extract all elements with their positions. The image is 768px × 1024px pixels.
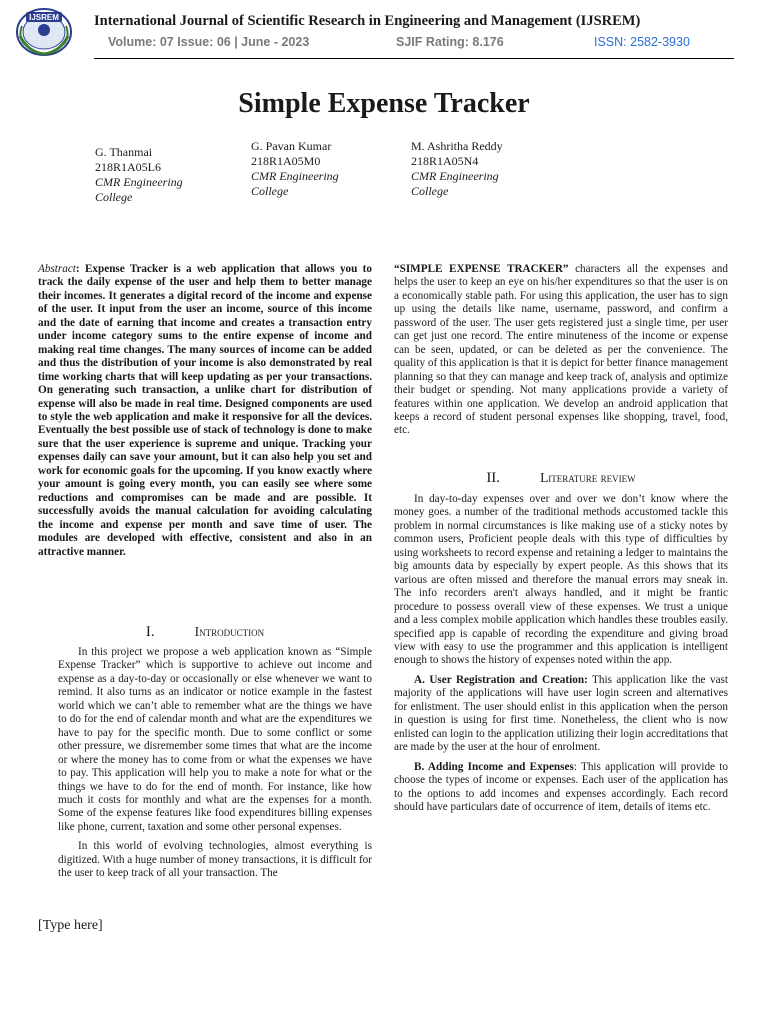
paper-title: Simple Expense Tracker — [238, 88, 530, 119]
paragraph: characters all the expenses and helps the user to keep an eye on his/her expenditures so that the user is on a economically stable path. For using this application, the user has to sign up using the details like name, username, password, and confirm a password of the user. The user gets registered just a single time, per user can get just one record. The entire minuteness of the income or expense can be seen, updated, or can be deleted as per the convenience. The quality of this application is that it is depict for better finance management planning so that they can manage and keep track of, analysis and optimize their budget or spending. Not many applications provide a variety of features within one application. We develop an android application that keeps a record of student personal expenses like shopping, travel, food, etc. — [394, 263, 728, 437]
section-title: Introduction — [194, 624, 265, 639]
author-name: G. Thanmai — [95, 145, 153, 159]
author-id: 218R1A05M0 — [251, 154, 321, 168]
subsection-a — [394, 674, 728, 755]
introduction-continued — [394, 263, 728, 438]
author-affiliation: CMR Engineering College — [411, 169, 499, 198]
literature-review-body — [394, 493, 728, 820]
author-affiliation: CMR Engineering College — [251, 169, 339, 198]
author-name: G. Pavan Kumar — [251, 139, 332, 153]
section-number: II. — [486, 470, 501, 486]
author-name: M. Ashritha Reddy — [411, 139, 503, 153]
header-divider — [94, 58, 734, 59]
section-heading-introduction — [38, 624, 372, 641]
section-title: Literature review — [540, 470, 636, 485]
author-affiliation: CMR Engineering College — [95, 175, 183, 204]
subsection-heading: B. Adding Income and Expenses — [414, 760, 574, 773]
section-heading-literature-review — [394, 470, 728, 487]
volume-issue: Volume: 07 Issue: 06 | June - 2023 — [108, 35, 310, 49]
subsection-text: This application like the vast majority of the applications will have user login screen and alternatives for enlistment. The user should enlist in this application when the person in question is using for first time. Nonetheless, the client who is now enlisted can login to the application utilizing their login accreditations that are made by the user at the hour of enrolment. — [394, 673, 728, 754]
author-id: 218R1A05N4 — [411, 154, 479, 168]
paragraph: In this world of evolving technologies, almost everything is digitized. With a huge number of money transactions, it is difficult for the user to keep track of all your transaction. The — [58, 840, 372, 880]
subsection-text: : This application will provide to choose the types of income or expenses. Each user of the application has to the options to add incomes and expenses accordingly. Each record should have particulars date of occurrence of item, details of items etc. — [394, 760, 728, 813]
introduction-body — [58, 646, 372, 887]
abstract-label: Abstract — [38, 263, 76, 275]
svg-text:IJSREM: IJSREM — [29, 13, 59, 22]
sjif-rating: SJIF Rating: 8.176 — [396, 35, 504, 49]
footer-placeholder: [Type here] — [38, 918, 103, 933]
author-block-1 — [95, 145, 205, 205]
paragraph: In this project we propose a web application known as “Simple Expense Tracker” which is supportive to achieve out income and expense as a day-to-day or occasionally or else whenever we want to remind. It also turns as an indicator or notice example in the fastest world which we can’t able to remember what are the things we have to do for the end of calendar month and what are the expenditures we have to pay for the specific month. Due to some conflict or some other pressure, we disremember some times that what are the income or where the money has to come from or what the expenses we have to pay. This application will help you to make a note for what or the things we have to do for the end of month. For instance, like how much it costs for monthly and what are the expenses for a month. Some of the expense features like food expenditures billing expenses like phone, current, taxation and some other personal expenses. — [58, 646, 372, 833]
subsection-heading: A. User Registration and Creation: — [414, 673, 588, 686]
paragraph: In day-to-day expenses over and over we don’t know where the money goes. a number of the traditional methods accustomed tackle this problem in normal circumstances is like making use of a sticky notes by common users, Proficient people deals with this type of difficulties by using worksheets to record expense and retaining a ledger to maintains the big amounts data by especially by expert people. As this shows that its various are often missed and therefore the manual errors may sneak in. The info recorders aren't always handled, and it might be frantic procedure to possess overall view of these expenses. We trust a unique and a less complex mobile application which handles these troubles easily. specified app is capable of recording the expenditure and giving broad view with easy to use the programmer and this application is intelligent enough to shows the history of expenses noted within the app. — [394, 493, 728, 667]
subsection-b — [394, 761, 728, 815]
journal-title: International Journal of Scientific Research in Engineering and Management (IJSREM) — [94, 13, 641, 29]
app-name-lead: “SIMPLE EXPENSE TRACKER” — [394, 263, 569, 275]
section-number: I. — [145, 624, 155, 640]
author-block-2 — [251, 139, 371, 199]
author-id: 218R1A05L6 — [95, 160, 161, 174]
issn: ISSN: 2582-3930 — [594, 35, 690, 49]
abstract-text: : Expense Tracker is a web application that allows you to track the daily expense of the user and help them to better manage their incomes. It generates a digital record of the income and expense of the user. It input from the user an income, source of this income and the date of earning that income and creates a transaction entry under income category sums to the entire expense of income and making real time changes. The many sources of income can be added and thus the distribution of your income is also demonstrated by real time working charts that will keep updating as per your transactions. On generating such transaction, a unlike chart for distribution of expense will also be made in real time. Designed components are used to style the web application and make it responsive for all the devices. Eventually the best possible use of stack of technology is done to make sure that the user experience is supreme and unique. Tracking your expenses daily can save your amount, but it can also help you set and work for economic goals for the upcoming. If you know exactly where your amount is going every month, you can easily see where some reductions and compromises can be made and are possible. It successfully avoids the manual calculation for avoiding calculating the income and expense per month and save time of user. The modules are developed with effective, consistent and also in an attractive manner. — [38, 263, 372, 558]
journal-logo — [14, 6, 74, 58]
abstract — [38, 263, 372, 559]
author-block-3 — [411, 139, 521, 199]
